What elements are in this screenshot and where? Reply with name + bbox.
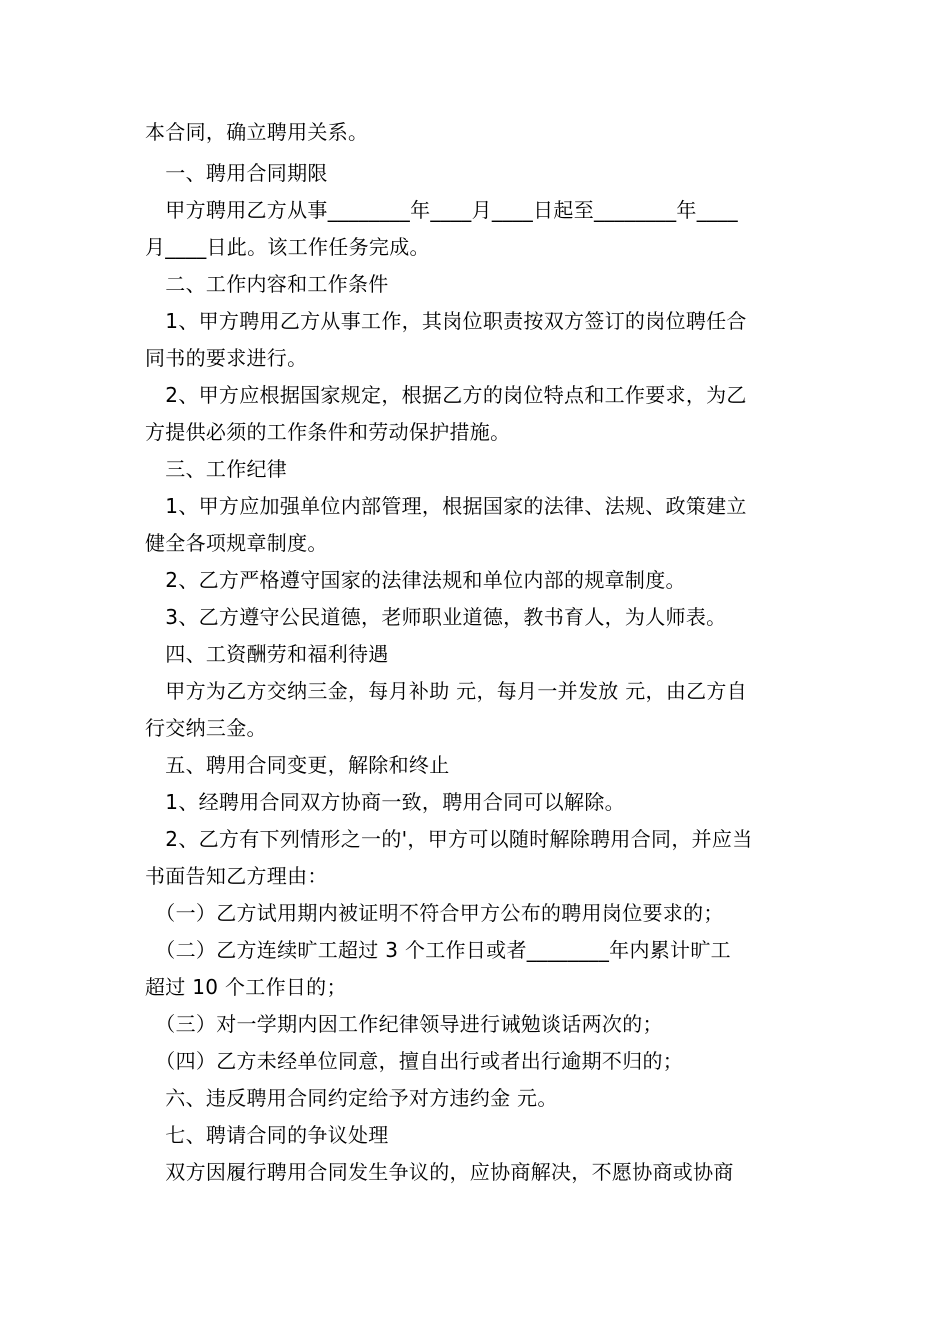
text-line: 方提供必须的工作条件和劳动保护措施。 (145, 420, 511, 444)
section-heading: 一、聘用合同期限 (145, 161, 328, 185)
text-line: 1、甲方聘用乙方从事工作，其岗位职责按双方签订的岗位聘任合 (145, 309, 747, 333)
text-line: 甲方聘用乙方从事________年____月____日起至________年____ (145, 198, 738, 222)
text-line: 双方因履行聘用合同发生争议的，应协商解决，不愿协商或协商 (145, 1160, 734, 1184)
text-line: 月____日此。该工作任务完成。 (145, 235, 430, 259)
section-heading: 七、聘请合同的争议处理 (145, 1123, 389, 1147)
text-line: 2、甲方应根据国家规定，根据乙方的岗位特点和工作要求，为乙 (145, 383, 747, 407)
text-line: 1、经聘用合同双方协商一致，聘用合同可以解除。 (145, 790, 625, 814)
text-line: 行交纳三金。 (145, 716, 267, 740)
text-line: 同书的要求进行。 (145, 346, 308, 370)
section-heading: 二、工作内容和工作条件 (145, 272, 389, 296)
text-line: 超过 10 个工作日的； (145, 975, 347, 999)
section-heading: 六、违反聘用合同约定给予对方违约金 元。 (145, 1086, 558, 1110)
section-heading: 五、聘用合同变更，解除和终止 (145, 753, 450, 777)
text-line: （二）乙方连续旷工超过 3 个工作日或者________年内累计旷工 (145, 938, 731, 962)
text-line: （一）乙方试用期内被证明不符合甲方公布的聘用岗位要求的； (145, 901, 724, 925)
text-line: （四）乙方未经单位同意，擅自出行或者出行逾期不归的； (145, 1049, 684, 1073)
text-line: 书面告知乙方理由： (145, 864, 328, 888)
text-line: 健全各项规章制度。 (145, 531, 328, 555)
text-line: （三）对一学期内因工作纪律领导进行诫勉谈话两次的； (145, 1012, 663, 1036)
text-line: 甲方为乙方交纳三金，每月补助 元，每月一并发放 元，由乙方自 (145, 679, 748, 703)
text-line: 3、乙方遵守公民道德，老师职业道德，教书育人，为人师表。 (145, 605, 727, 629)
section-heading: 四、工资酬劳和福利待遇 (145, 642, 389, 666)
section-heading: 三、工作纪律 (145, 457, 288, 481)
text-line: 2、乙方严格遵守国家的法律法规和单位内部的规章制度。 (145, 568, 686, 592)
text-line: 2、乙方有下列情形之一的'，甲方可以随时解除聘用合同，并应当 (145, 827, 753, 851)
text-line: 本合同，确立聘用关系。 (145, 120, 369, 144)
text-line: 1、甲方应加强单位内部管理，根据国家的法律、法规、政策建立 (145, 494, 747, 518)
